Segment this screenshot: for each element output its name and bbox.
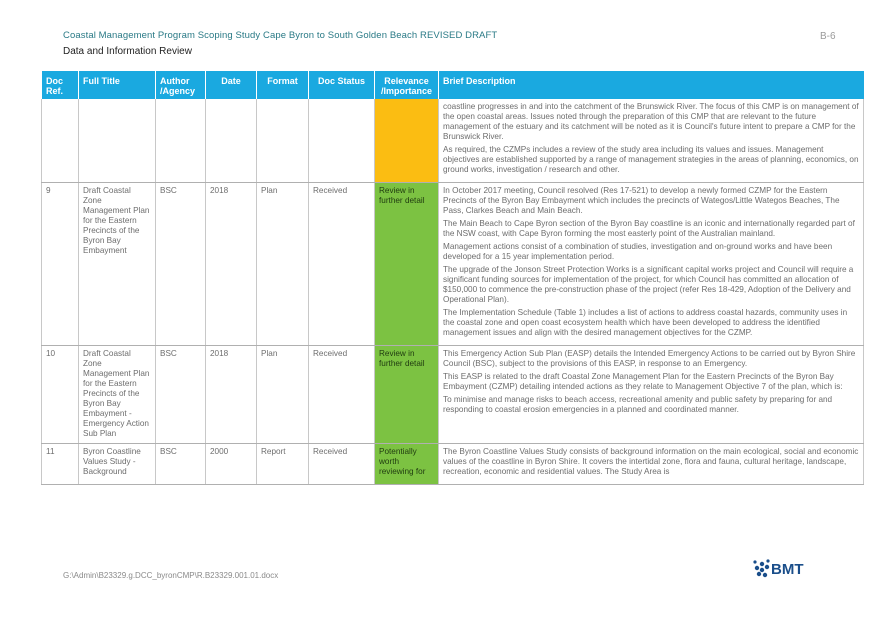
- description-paragraph: This EASP is related to the draft Coastal Zone Management Plan for the Eastern Precincts of the Byron Bay Embayment (CZMP) detailing intended actions as they relate to Management Objective 7 of the plan, which is:: [443, 372, 843, 391]
- description-paragraph: To minimise and manage risks to beach access, recreational amenity and public safety by preparing for and responding to coastal erosion emergencies in a planned and coordinated manner.: [443, 395, 833, 414]
- cell-title: Byron Coastline Values Study - Background: [79, 444, 156, 485]
- cell-relevance: [375, 99, 439, 183]
- cell-title: Draft Coastal Zone Management Plan for the Eastern Precincts of the Byron Bay Embayment - Emergency Action Sub Plan: [79, 346, 156, 444]
- column-header-status: Doc Status: [309, 71, 375, 99]
- description-paragraph: The Main Beach to Cape Byron section of the Byron Bay coastline is an iconic and internationally regarded part of the NSW coast, with Cape Byron forming the most easterly point of the Australian mainland.: [443, 219, 855, 238]
- description-paragraph: In October 2017 meeting, Council resolved (Res 17-521) to develop a newly formed CZMP for the Eastern Precincts of the Byron Bay Embayment which includes the precincts of Wategos/Little Wategos Beaches, The Pass, Clarkes Beach and Main Beach.: [443, 186, 840, 215]
- cell-status: Received: [309, 444, 375, 485]
- cell-status: Received: [309, 346, 375, 444]
- column-header-doc-ref: Doc Ref.: [42, 71, 79, 99]
- section-title: Data and Information Review: [63, 46, 192, 57]
- cell-title: Draft Coastal Zone Management Plan for the Eastern Precincts of the Byron Bay Embayment: [79, 183, 156, 346]
- description-paragraph: Management actions consist of a combination of studies, investigation and on-ground works and have been developed for a 15 year implementation period.: [443, 242, 833, 261]
- cell-ref: [42, 99, 79, 183]
- cell-author: [156, 99, 206, 183]
- cell-format: Plan: [257, 183, 309, 346]
- cell-date: 2000: [206, 444, 257, 485]
- cell-ref: 9: [42, 183, 79, 346]
- page-number: B-6: [820, 31, 836, 42]
- description-paragraph: This Emergency Action Sub Plan (EASP) details the Intended Emergency Actions to be carried out by Byron Shire Council (BSC), subject to the provisions of this EASP, in response to an Emergency.: [443, 349, 856, 368]
- description-paragraph: coastline progresses in and into the catchment of the Brunswick River. The focus of this CMP is on management of the open coastal areas. Issues noted through the preparation of this CMP that are relevant to the future management of the estuary and its catchment will be noted as it is Council's future intent to prepare a CMP for the Brunswick River.: [443, 102, 859, 141]
- cell-ref: 11: [42, 444, 79, 485]
- column-header-title: Full Title: [79, 71, 156, 99]
- cell-status: Received: [309, 183, 375, 346]
- cell-ref: 10: [42, 346, 79, 444]
- table-row: [42, 346, 864, 444]
- cell-format: Plan: [257, 346, 309, 444]
- cell-description: [439, 444, 864, 485]
- cell-status: [309, 99, 375, 183]
- cell-relevance: Potentially worth reviewing for: [375, 444, 439, 485]
- cell-description: [439, 183, 864, 346]
- cell-author: BSC: [156, 183, 206, 346]
- column-header-description: Brief Description: [439, 71, 864, 99]
- table-row-continued: [42, 99, 864, 183]
- cell-relevance: Review in further detail: [375, 183, 439, 346]
- description-paragraph: The upgrade of the Jonson Street Protection Works is a significant capital works project and Council will require a significant funding sources for implementation of the project, for which Council has committed an allocation of $150,000 to commence the pre-construction phase of the project (refer Res 18-429, Adoption of the Delivery and Operational Plan).: [443, 265, 854, 304]
- table-row: [42, 183, 864, 346]
- cell-description: [439, 99, 864, 183]
- cell-format: Report: [257, 444, 309, 485]
- cell-date: 2018: [206, 346, 257, 444]
- cell-title: [79, 99, 156, 183]
- description-paragraph: The Byron Coastline Values Study consists of background information on the main ecological, social and economic values of the coastline in Byron Shire. It covers the intertidal zone, flora and fauna, cultural heritage, landscape, recreation, economic and residential values. The Study Area is: [443, 447, 859, 476]
- table-header-row: [42, 71, 864, 99]
- column-header-format: Format: [257, 71, 309, 99]
- document-header-title: Coastal Management Program Scoping Study Cape Byron to South Golden Beach REVISED DRAFT: [63, 30, 498, 41]
- cell-relevance: Review in further detail: [375, 346, 439, 444]
- column-header-relevance: Relevance /Importance: [375, 71, 439, 99]
- file-path-footer: G:\Admin\B23329.g.DCC_byronCMP\R.B23329.001.01.docx: [63, 571, 279, 580]
- cell-date: [206, 99, 257, 183]
- bmt-logo-text: BMT: [771, 561, 804, 578]
- description-paragraph: The Implementation Schedule (Table 1) includes a list of actions to address coastal hazards, community uses in the coastal zone and open coast ecosystem health which have been developed to address the identified management issues and align with the desired management objectives for the CZMP.: [443, 308, 848, 337]
- column-header-author: Author /Agency: [156, 71, 206, 99]
- cell-date: 2018: [206, 183, 257, 346]
- cell-format: [257, 99, 309, 183]
- data-review-table: [41, 71, 864, 485]
- table-row: [42, 444, 864, 485]
- cell-description: [439, 346, 864, 444]
- cell-author: BSC: [156, 346, 206, 444]
- cell-author: BSC: [156, 444, 206, 485]
- description-paragraph: As required, the CZMPs includes a review of the study area including its values and issues. Management objectives are established supported by a range of management strategies in the areas of planning, economics, on ground works, investigation / research and other.: [443, 145, 859, 174]
- column-header-date: Date: [206, 71, 257, 99]
